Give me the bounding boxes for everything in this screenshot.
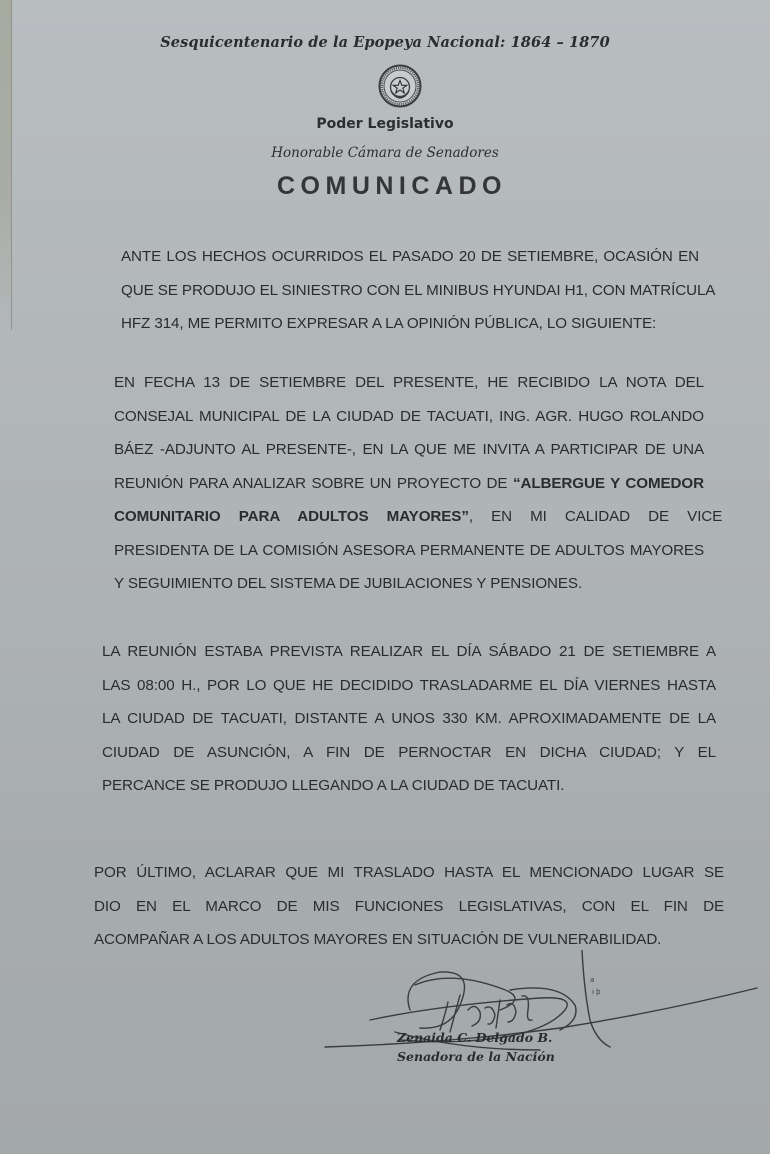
institution-name: Poder Legislativo xyxy=(316,116,454,132)
text-line: LAS 08:00 H., POR LO QUE HE DECIDIDO TRASLADARME EL DÍA VIERNES HASTA xyxy=(102,676,716,694)
paragraph-2 xyxy=(114,366,723,601)
text-line: EN FECHA 13 DE SETIEMBRE DEL PRESENTE, HE RECIBIDO LA NOTA DEL xyxy=(114,374,704,391)
paragraph-4 xyxy=(94,856,724,957)
signatory-name: Zenaida C. Delgado B. xyxy=(397,1030,553,1045)
text-line xyxy=(114,500,723,534)
document-title: COMUNICADO xyxy=(277,172,507,200)
text-line: PRESIDENTA DE LA COMISIÓN ASESORA PERMANENTE DE ADULTOS MAYORES xyxy=(114,541,704,559)
signatory-position: Senadora de la Nación xyxy=(397,1049,555,1064)
text-segment: , EN MI CALIDAD DE VICE xyxy=(468,508,723,525)
text-line: DIO EN EL MARCO DE MIS FUNCIONES LEGISLATIVAS, CON EL FIN DE xyxy=(94,897,724,915)
project-name-bold: “ALBERGUE Y COMEDOR xyxy=(512,474,704,492)
text-line xyxy=(114,467,704,501)
svg-text:a: a xyxy=(590,976,595,984)
text-line: QUE SE PRODUJO EL SINIESTRO CON EL MINIBUS HYUNDAI H1, CON MATRÍCULA xyxy=(121,281,716,299)
text-line: PERCANCE SE PRODUJO LLEGANDO A LA CIUDAD DE TACUATI. xyxy=(102,777,565,794)
paragraph-3 xyxy=(102,635,716,803)
text-line: CIUDAD DE ASUNCIÓN, A FIN DE PERNOCTAR EN DICHA CIUDAD; Y EL xyxy=(102,743,716,761)
text-line: HFZ 314, ME PERMITO EXPRESAR A LA OPINIÓN PÚBLICA, LO SIGUIENTE: xyxy=(121,315,657,332)
text-line: POR ÚLTIMO, ACLARAR QUE MI TRASLADO HASTA EL MENCIONADO LUGAR SE xyxy=(94,864,724,881)
national-seal-icon xyxy=(378,64,422,108)
text-line: Y SEGUIMIENTO DEL SISTEMA DE JUBILACIONES Y PENSIONES. xyxy=(114,575,583,592)
text-line: ACOMPAÑAR A LOS ADULTOS MAYORES EN SITUACIÓN DE VULNERABILIDAD. xyxy=(94,931,662,948)
text-segment: REUNIÓN PARA ANALIZAR SOBRE UN PROYECTO DE xyxy=(114,474,513,492)
svg-text:ı þ: ı þ xyxy=(592,988,601,996)
paragraph-1 xyxy=(121,240,716,341)
text-line: ANTE LOS HECHOS OCURRIDOS EL PASADO 20 DE SETIEMBRE, OCASIÓN EN xyxy=(121,248,699,265)
text-line: BÁEZ -ADJUNTO AL PRESENTE-, EN LA QUE ME INVITA A PARTICIPAR DE UNA xyxy=(114,441,704,458)
text-line: LA REUNIÓN ESTABA PREVISTA REALIZAR EL DÍA SÁBADO 21 DE SETIEMBRE A xyxy=(102,643,716,660)
project-name-bold: COMUNITARIO PARA ADULTOS MAYORES” xyxy=(114,508,469,525)
text-line: CONSEJAL MUNICIPAL DE LA CIUDAD DE TACUATI, ING. AGR. HUGO ROLANDO xyxy=(114,407,704,425)
chamber-name: Honorable Cámara de Senadores xyxy=(271,145,499,161)
text-line: LA CIUDAD DE TACUATI, DISTANTE A UNOS 330 KM. APROXIMADAMENTE DE LA xyxy=(102,710,716,727)
header-motto: Sesquicentenario de la Epopeya Nacional: 1864 – 1870 xyxy=(160,34,610,51)
